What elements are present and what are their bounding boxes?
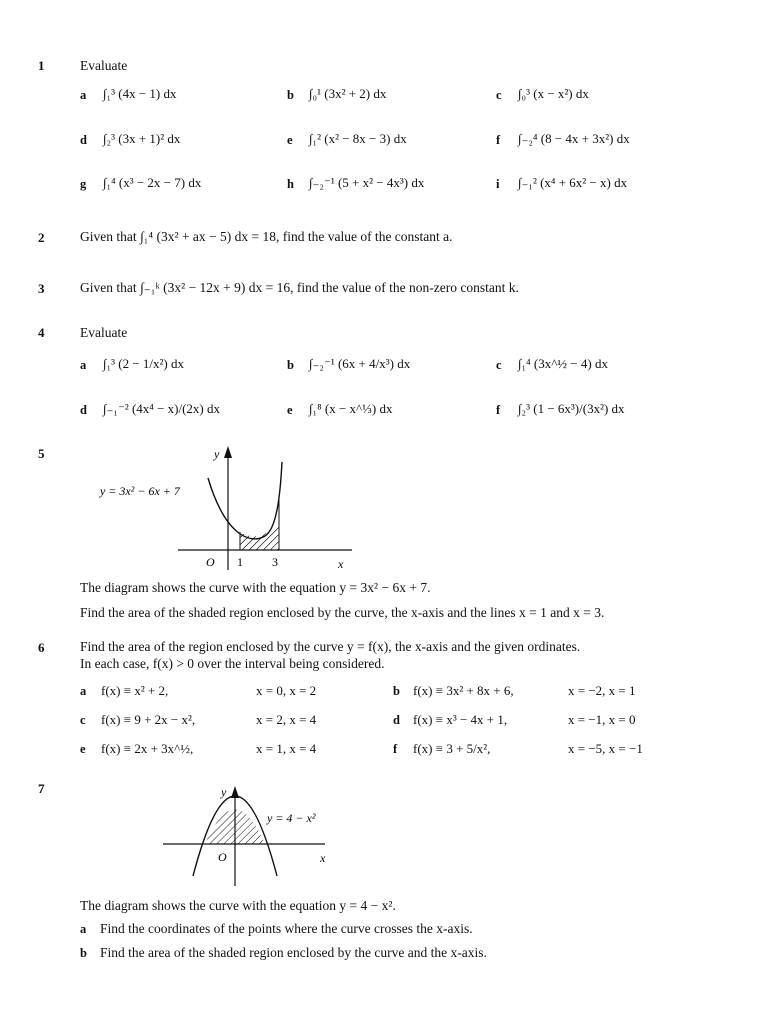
q1-part-label: f <box>496 133 501 147</box>
q5-description: The diagram shows the curve with the equation y = 3x² − 6x + 7. <box>80 580 431 595</box>
question-5-number: 5 <box>38 446 45 461</box>
q4-part-label: c <box>496 358 502 372</box>
q1-part-label: d <box>80 133 87 147</box>
q1-integral: ∫₁³ (4x − 1) dx <box>103 86 177 101</box>
q7-part-a-label: a <box>80 922 87 936</box>
q5-curve-diagram <box>90 440 380 575</box>
q4-part-label: e <box>287 403 293 417</box>
q1-integral: ∫₀¹ (3x² + 2) dx <box>309 86 387 101</box>
q7-part-b-label: b <box>80 946 87 960</box>
q4-part-label: b <box>287 358 294 372</box>
q7-part-b-text: Find the area of the shaded region enclosed by the curve and the x-axis. <box>100 945 487 960</box>
q6-function: f(x) ≡ x² + 2, <box>101 683 169 698</box>
q1-part-label: h <box>287 177 294 191</box>
q6-function: f(x) ≡ 3x² + 8x + 6, <box>413 683 514 698</box>
q1-part-label: a <box>80 88 87 102</box>
q7-description: The diagram shows the curve with the equation y = 4 − x². <box>80 898 396 913</box>
q6-limits: x = 2, x = 4 <box>256 712 317 727</box>
question-1-heading: Evaluate <box>80 58 128 73</box>
question-2-number: 2 <box>38 230 45 245</box>
q6-part-label: c <box>80 713 86 727</box>
q6-condition: In each case, f(x) > 0 over the interval being considered. <box>80 656 385 671</box>
q5-axis-x-label: x <box>338 557 344 571</box>
q6-limits: x = −1, x = 0 <box>568 712 636 727</box>
q5-y-axis-arrow <box>224 446 232 458</box>
q6-function: f(x) ≡ 9 + 2x − x², <box>101 712 196 727</box>
question-3-text: Given that ∫₋₁ᵏ (3x² − 12x + 9) dx = 16, find the value of the non-zero constant k. <box>80 280 519 295</box>
q6-part-label: e <box>80 742 86 756</box>
q5-tick-3: 3 <box>272 555 278 569</box>
q6-part-label: b <box>393 684 400 698</box>
q6-limits: x = −5, x = −1 <box>568 741 643 756</box>
q6-limits: x = 0, x = 2 <box>256 683 317 698</box>
q6-limits: x = 1, x = 4 <box>256 741 317 756</box>
question-4-number: 4 <box>38 325 45 340</box>
q7-part-a-text: Find the coordinates of the points where the curve crosses the x-axis. <box>100 921 473 936</box>
q7-origin-label: O <box>218 850 227 864</box>
q1-part-label: i <box>496 177 500 191</box>
q1-part-label: c <box>496 88 502 102</box>
question-1-number: 1 <box>38 58 45 73</box>
q5-shaded-region-fill <box>240 522 279 550</box>
q4-integral: ∫₂³ (1 − 6x³)/(3x²) dx <box>518 401 625 416</box>
q7-curve-equation: y = 4 − x² <box>267 811 316 825</box>
q1-part-label: e <box>287 133 293 147</box>
q4-part-label: a <box>80 358 87 372</box>
q5-instruction: Find the area of the shaded region enclosed by the curve, the x-axis and the lines x = 1 and x = 3. <box>80 605 605 620</box>
q5-curve-equation: y = 3x² − 6x + 7 <box>100 484 180 498</box>
q6-limits: x = −2, x = 1 <box>568 683 636 698</box>
q6-function: f(x) ≡ 2x + 3x^½, <box>101 741 194 756</box>
q5-curve <box>208 462 282 539</box>
q4-integral: ∫₁³ (2 − 1/x²) dx <box>103 356 184 371</box>
question-6-number: 6 <box>38 640 45 655</box>
question-3-number: 3 <box>38 281 45 296</box>
q6-function: f(x) ≡ x³ − 4x + 1, <box>413 712 508 727</box>
q5-origin-label: O <box>206 555 215 569</box>
q1-integral: ∫₁² (x² − 8x − 3) dx <box>309 131 407 146</box>
q5-tick-1: 1 <box>237 555 243 569</box>
q5-axis-y-label: y <box>214 447 220 461</box>
q6-function: f(x) ≡ 3 + 5/x², <box>413 741 491 756</box>
q1-integral: ∫₋₂⁻¹ (5 + x² − 4x³) dx <box>309 175 425 190</box>
q4-part-label: d <box>80 403 87 417</box>
q4-integral: ∫₁⁸ (x − x^⅓) dx <box>309 401 393 416</box>
q1-part-label: g <box>80 177 87 191</box>
q4-part-label: f <box>496 403 501 417</box>
q6-instruction: Find the area of the region enclosed by the curve y = f(x), the x-axis and the given ordinates. <box>80 639 581 654</box>
q1-part-label: b <box>287 88 294 102</box>
q7-curve-diagram <box>155 778 355 893</box>
q4-integral: ∫₋₂⁻¹ (6x + 4/x³) dx <box>309 356 411 371</box>
q1-integral: ∫₀³ (x − x²) dx <box>518 86 589 101</box>
q1-integral: ∫₋₁² (x⁴ + 6x² − x) dx <box>518 175 628 190</box>
q6-part-label: f <box>393 742 398 756</box>
q7-axis-y-label: y <box>221 785 227 799</box>
question-4-heading: Evaluate <box>80 325 128 340</box>
question-2-text: Given that ∫₁⁴ (3x² + ax − 5) dx = 18, find the value of the constant a. <box>80 229 453 244</box>
q4-integral: ∫₋₁⁻² (4x⁴ − x)/(2x) dx <box>103 401 221 416</box>
q6-part-label: d <box>393 713 400 727</box>
q6-part-label: a <box>80 684 87 698</box>
q1-integral: ∫₁⁴ (x³ − 2x − 7) dx <box>103 175 202 190</box>
q1-integral: ∫₋₂⁴ (8 − 4x + 3x²) dx <box>518 131 630 146</box>
q4-integral: ∫₁⁴ (3x^½ − 4) dx <box>518 356 608 371</box>
question-7-number: 7 <box>38 781 45 796</box>
q1-integral: ∫₂³ (3x + 1)² dx <box>103 131 181 146</box>
q7-axis-x-label: x <box>320 851 326 865</box>
